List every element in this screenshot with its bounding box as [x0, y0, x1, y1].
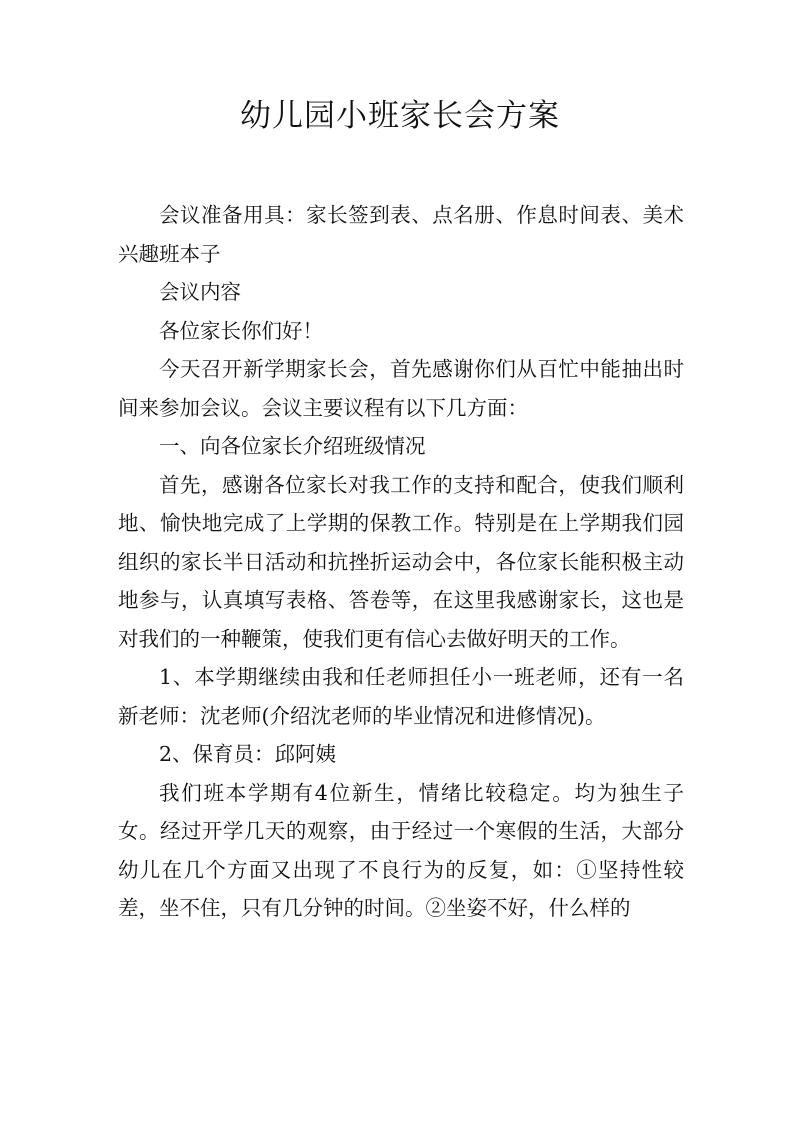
paragraph-greeting: 各位家长你们好！ — [159, 318, 323, 343]
paragraph-supplies: 会议准备用具：家长签到表、点名册、作息时间表、美术兴趣班本子 — [118, 203, 684, 266]
paragraph-teachers: 1、本学期继续由我和任老师担任小一班老师，还有一名新老师：沈老师(介绍沈老师的毕业情况和进修情况)。 — [118, 665, 684, 728]
paragraph-intro: 今天召开新学期家长会，首先感谢你们从百忙中能抽出时间来参加会议。会议主要议程有以下几方面： — [118, 357, 684, 420]
paragraph-class-status: 我们班本学期有4位新生，情绪比较稳定。均为独生子女。经过开学几天的观察，由于经过一个寒假的生活，大部分幼儿在几个方面又出现了不良行为的反复，如：①坚持性较差，坐不住，只有几分钟的时间。②坐姿不好，什么样的 — [118, 780, 684, 920]
paragraph-section-heading: 一、向各位家长介绍班级情况 — [159, 434, 426, 458]
document-body — [118, 196, 684, 928]
paragraph-caretaker: 2、保育员：邱阿姨 — [159, 742, 337, 766]
document-title: 幼儿园小班家长会方案 — [240, 98, 560, 134]
paragraph-thanks: 首先，感谢各位家长对我工作的支持和配合，使我们顺利地、愉快地完成了上学期的保教工作。特别是在上学期我们园组织的家长半日活动和抗挫折运动会中，各位家长能积极主动地参与，认真填写表格、答卷等，在这里我感谢家长，这也是对我们的一种鞭策，使我们更有信心去做好明天的工作。 — [118, 472, 684, 651]
paragraph-meeting-content: 会议内容 — [159, 280, 241, 304]
